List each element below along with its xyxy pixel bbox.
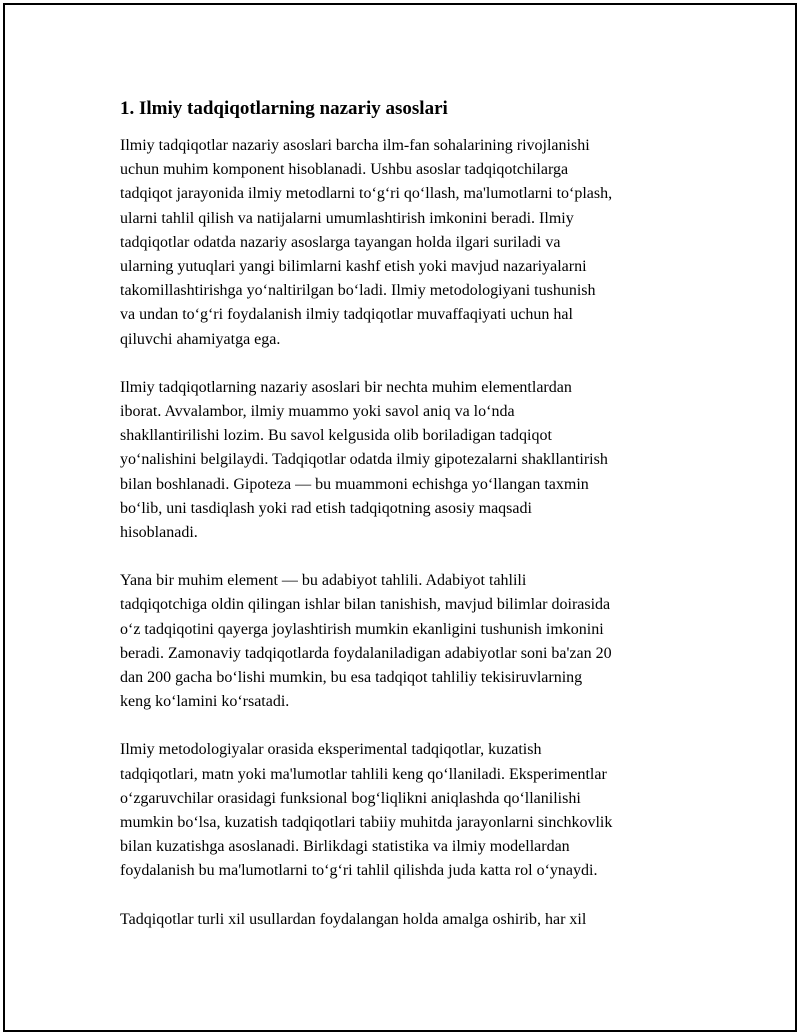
paragraph-line: dan 200 gacha bo‘lishi mumkin, bu esa tadqiqot tahliliy tekisiruvlarning — [120, 669, 583, 687]
paragraph-line: bilan boshlanadi. Gipoteza — bu muammoni echishga yo‘llangan taxmin — [120, 475, 589, 493]
paragraph-line: tadqiqot jarayonida ilmiy metodlarni to‘g‘ri qo‘llash, ma'lumotlarni to‘plash, — [120, 185, 613, 203]
paragraph-line: Ilmiy tadqiqotlarning nazariy asoslari bir nechta muhim elementlardan — [120, 378, 572, 396]
paragraph-line: keng ko‘lamini ko‘rsatadi. — [120, 693, 290, 711]
document-body — [120, 97, 690, 956]
paragraph-line: ularning yutuqlari yangi bilimlarni kashf etish yoki mavjud nazariyalarni — [120, 258, 587, 276]
paragraph — [120, 569, 690, 714]
paragraph-line: ularni tahlil qilish va natijalarni umumlashtirish imkonini beradi. Ilmiy — [120, 209, 574, 227]
paragraph-line: Ilmiy tadqiqotlar nazariy asoslari barcha ilm-fan sohalarining rivojlanishi — [120, 137, 590, 154]
paragraph-line: takomillashtirishga yo‘naltirilgan bo‘ladi. Ilmiy metodologiyani tushunish — [120, 282, 596, 300]
paragraph-line: Ilmiy metodologiyalar orasida eksperimental tadqiqotlar, kuzatish — [120, 741, 542, 759]
paragraph-line: o‘z tadqiqotini qayerga joylashtirish mumkin ekanligini tushunish imkonini — [120, 620, 604, 638]
section-heading: 1. Ilmiy tadqiqotlarning nazariy asoslari — [120, 98, 448, 119]
paragraph — [120, 134, 690, 352]
paragraph-line: tadqiqotchiga oldin qilingan ishlar bilan tanishish, mavjud bilimlar doirasida — [120, 596, 611, 614]
paragraph-line: bilan kuzatishga asoslanadi. Birlikdagi statistika va ilmiy modellardan — [120, 838, 570, 856]
paragraph-line: o‘zgaruvchilar orasidagi funksional bog‘liqlikni aniqlashda qo‘llanilishi — [120, 789, 581, 807]
paragraph-line: uchun muhim komponent hisoblanadi. Ushbu asoslar tadqiqotchilarga — [120, 161, 569, 179]
paragraph-line: yo‘nalishini belgilaydi. Tadqiqotlar odatda ilmiy gipotezalarni shakllantirish — [120, 451, 608, 469]
paragraph — [120, 738, 690, 883]
paragraph-line: tadqiqotlar odatda nazariy asoslarga tayangan holda ilgari suriladi va — [120, 233, 561, 251]
paragraph-list — [120, 134, 690, 932]
paragraph-line: hisoblanadi. — [120, 524, 198, 542]
paragraph-line: tadqiqotlari, matn yoki ma'lumotlar tahlili keng qo‘llaniladi. Eksperimentlar — [120, 765, 607, 783]
paragraph — [120, 908, 690, 932]
paragraph-line: shakllantirilishi lozim. Bu savol kelgusida olib boriladigan tadqiqot — [120, 427, 552, 445]
paragraph-line: mumkin bo‘lsa, kuzatish tadqiqotlari tabiiy muhitda jarayonlarni sinchkovlik — [120, 814, 613, 832]
paragraph-line: Tadqiqotlar turli xil usullardan foydalangan holda amalga oshirib, har xil — [120, 910, 587, 928]
paragraph-line: foydalanish bu ma'lumotlarni to‘g‘ri tahlil qilishda juda katta rol o‘ynaydi. — [120, 862, 598, 880]
paragraph-line: va undan to‘g‘ri foydalanish ilmiy tadqiqotlar muvaffaqiyati uchun hal — [120, 306, 573, 324]
paragraph — [120, 376, 690, 545]
paragraph-line: iborat. Avvalambor, ilmiy muammo yoki savol aniq va lo‘nda — [120, 403, 515, 421]
paragraph-line: qiluvchi ahamiyatga ega. — [120, 330, 281, 348]
document-page — [3, 3, 797, 1032]
paragraph-line: Yana bir muhim element — bu adabiyot tahlili. Adabiyot tahlili — [120, 572, 527, 590]
paragraph-line: beradi. Zamonaviy tadqiqotlarda foydalaniladigan adabiyotlar soni ba'zan 20 — [120, 644, 612, 662]
paragraph-line: bo‘lib, uni tasdiqlash yoki rad etish tadqiqotning asosiy maqsadi — [120, 499, 532, 517]
